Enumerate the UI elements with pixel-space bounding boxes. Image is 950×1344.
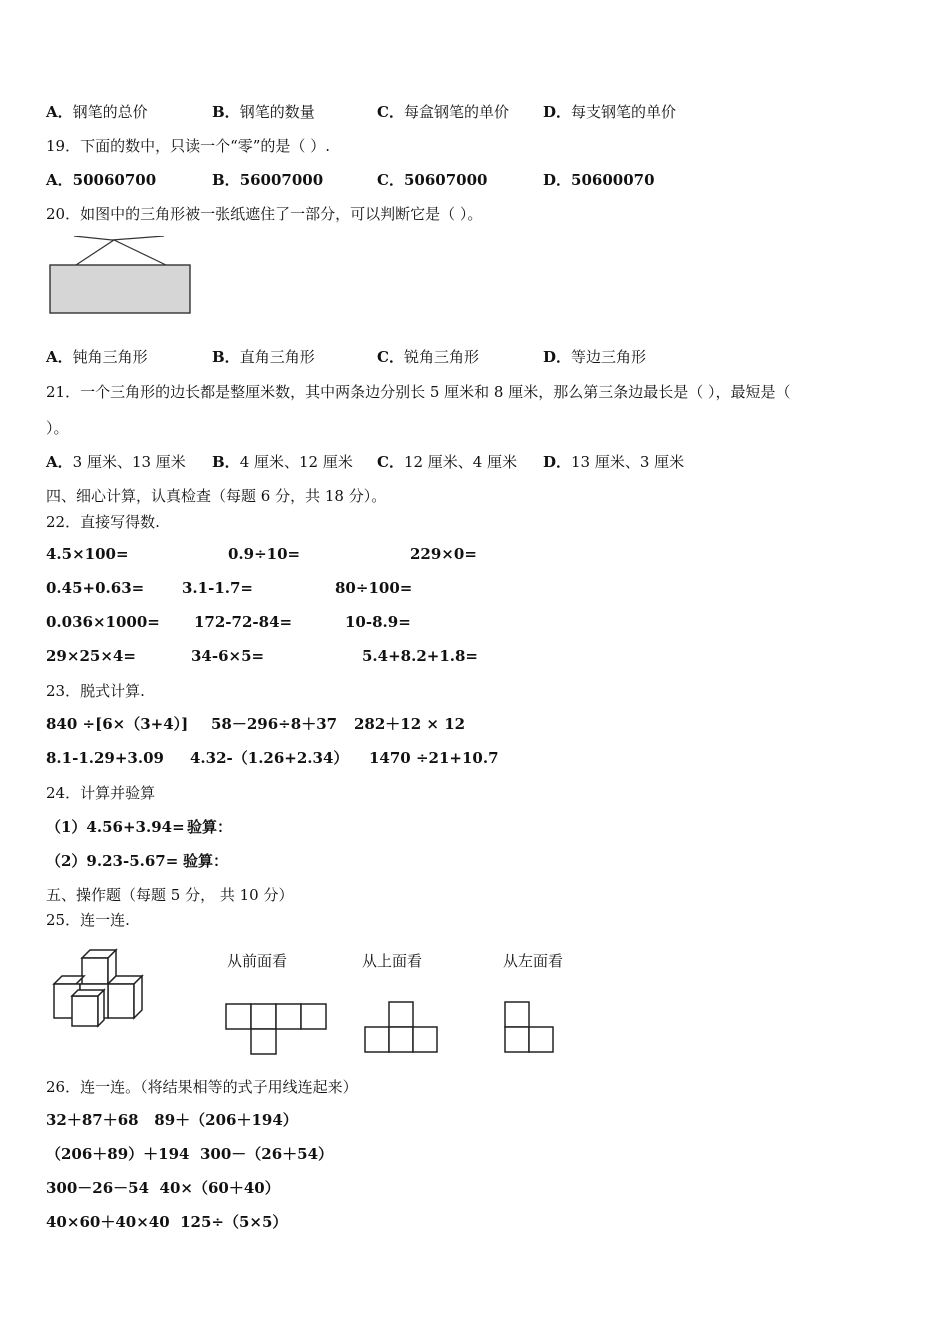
covered-triangle-figure: [46, 236, 196, 318]
q22-cell: 0.45+0.63=: [46, 579, 145, 597]
triangle-apex: [76, 240, 166, 265]
q26-right-expr: 40×（60＋40）: [159, 1179, 280, 1197]
q23-cell: 840 ÷[6×（3+4）]: [46, 715, 189, 733]
front-cube-side: [98, 990, 104, 1026]
right-cube-side: [134, 976, 142, 1018]
q23-cell: 1470 ÷21+10.7: [369, 749, 499, 767]
q22-cell: 229×0=: [410, 545, 477, 563]
view-left-label: 从左面看: [503, 952, 564, 970]
q26-row-1: [46, 1110, 298, 1130]
q22-cell: 172-72-84=: [194, 613, 293, 631]
q23-cell: 282＋12 × 12: [354, 715, 466, 733]
q22-cell: 0.9÷10=: [228, 545, 301, 563]
view-front-label: 从前面看: [227, 952, 288, 970]
q26-row-3: [46, 1178, 280, 1198]
q20-option-b: B．直角三角形: [212, 348, 315, 366]
top-view-shape: [362, 1000, 442, 1056]
q18-option-c: C．每盒钢笔的单价: [377, 103, 509, 121]
q26-stem: 26．连一连。（将结果相等的式子用线连起来）: [46, 1078, 358, 1096]
covering-paper: [50, 265, 190, 313]
q22-cell: 0.036×1000=: [46, 613, 160, 631]
q23-cell: 8.1-1.29+3.09: [46, 749, 164, 767]
q26-left-expr: （206＋89）＋194: [46, 1145, 190, 1163]
q18-option-d: D．每支钢笔的单价: [543, 103, 677, 121]
q18-option-b: B．钢笔的数量: [212, 103, 315, 121]
q26-row-4: [46, 1212, 287, 1232]
q26-right-expr: 125÷（5×5）: [180, 1213, 288, 1231]
q23-cell: 4.32-（1.26+2.34）: [190, 749, 349, 767]
q24-item-2-expr: （2）9.23-5.67=: [46, 852, 179, 870]
q21-stem-line2: ）。: [46, 419, 69, 437]
view-top-label: 从上面看: [362, 952, 423, 970]
left-view-shape: [502, 1000, 558, 1056]
q24-item-1-expr: （1）4.56+3.94=: [46, 818, 185, 836]
q24-stem: 24．计算并验算: [46, 784, 156, 802]
q26-row-2: [46, 1144, 333, 1164]
q20-option-c: C．锐角三角形: [377, 348, 479, 366]
q19-stem: 19．下面的数中，只读一个“零”的是（ ）.: [46, 137, 330, 155]
front-cube-front: [72, 996, 98, 1026]
q24-item-1-check: 验算：: [187, 818, 233, 836]
q22-cell: 34-6×5=: [191, 647, 265, 665]
q21-option-a: A．3 厘米、13 厘米: [46, 453, 186, 471]
q24-item-2-check: 验算：: [183, 852, 229, 870]
q26-right-expr: 300－（26＋54）: [199, 1145, 334, 1163]
cube-stack-figure: [46, 946, 152, 1032]
q26-right-expr: 89＋（206＋194）: [154, 1111, 298, 1129]
triangle-top-edges: [74, 236, 164, 240]
left-cube-top: [54, 976, 84, 984]
q19-option-b: B．56007000: [212, 171, 324, 189]
q21-option-d: D．13 厘米、3 厘米: [543, 453, 685, 471]
q19-option-c: C．50607000: [377, 171, 488, 189]
q20-option-d: D．等边三角形: [543, 348, 647, 366]
q19-option-d: D．50600070: [543, 171, 655, 189]
q22-cell: 80÷100=: [335, 579, 413, 597]
section-4-heading: 四、细心计算，认真检查（每题 6 分，共 18 分）。: [46, 487, 387, 505]
q22-cell: 10-8.9=: [345, 613, 411, 631]
q23-stem: 23．脱式计算.: [46, 682, 145, 700]
q26-left-expr: 300－26－54: [46, 1179, 150, 1197]
q21-option-b: B．4 厘米、12 厘米: [212, 453, 353, 471]
q25-stem: 25．连一连.: [46, 911, 130, 929]
q22-cell: 29×25×4=: [46, 647, 136, 665]
q26-left-expr: 32＋87＋68: [46, 1111, 139, 1129]
q20-stem: 20．如图中的三角形被一张纸遮住了一部分，可以判断它是（ ）。: [46, 205, 483, 223]
q20-option-a: A．钝角三角形: [46, 348, 148, 366]
q22-stem: 22．直接写得数.: [46, 513, 160, 531]
q22-cell: 3.1-1.7=: [182, 579, 253, 597]
q23-cell: 58－296÷8＋37: [211, 715, 338, 733]
q19-option-a: A．50060700: [46, 171, 157, 189]
q21-stem-line1: 21．一个三角形的边长都是整厘米数，其中两条边分别长 5 厘米和 8 厘米，那么第三条边最长是（ ），最短是（: [46, 383, 791, 401]
q22-cell: 5.4+8.2+1.8=: [362, 647, 478, 665]
front-view-shape: [224, 1002, 330, 1058]
q22-cell: 4.5×100=: [46, 545, 129, 563]
top-cube-front: [82, 958, 108, 984]
q21-option-c: C．12 厘米、4 厘米: [377, 453, 518, 471]
section-5-heading: 五、操作题（每题 5 分， 共 10 分）: [46, 886, 294, 904]
q26-left-expr: 40×60＋40×40: [46, 1213, 170, 1231]
q18-option-a: A．钢笔的总价: [46, 103, 148, 121]
right-cube-front: [108, 984, 134, 1018]
